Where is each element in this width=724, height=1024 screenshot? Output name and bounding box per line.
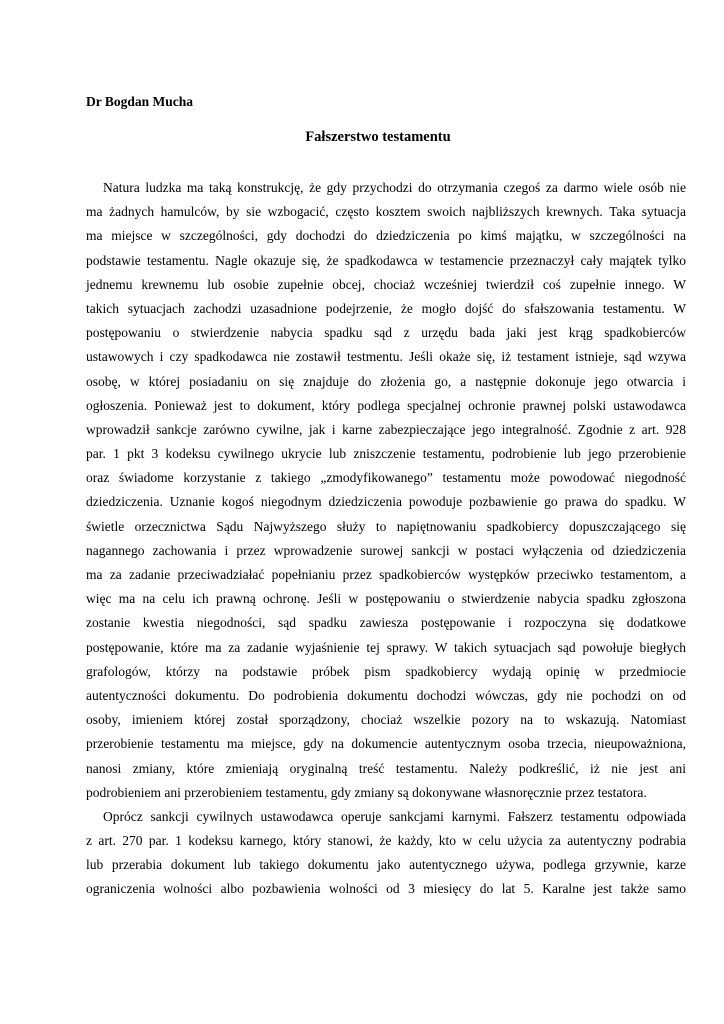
text-line: dziedziczenia. Uznanie kogoś niegodnym dziedziczenia powoduje pozbawienie go prawa do spadku. W [86,494,686,510]
text-line: lub przerabia dokument lub takiego dokumentu jako autentycznego używa, podlega grzywnie, karze [86,857,686,873]
text-line: wprowadził sankcje zarówno cywilne, jak i karne zabezpieczające jego integralność. Zgodnie z art. 928 [86,421,686,437]
text-line: nagannego zachowania i przez wprowadzenie surowej sankcji w postaci wyłączenia od dziedziczenia [86,542,686,558]
text-line: Natura ludzka ma taką konstrukcję, że gdy przychodzi do otrzymania czegoś za darmo wiele osób nie [103,180,686,195]
document-body [86,176,686,902]
text-line: więc ma na celu ich prawną ochronę. Jeśli w postępowaniu o stwierdzenie nabycia spadku zgłoszona [86,591,686,607]
text-line: osobę, w której posiadaniu on się znajduje do złożenia go, a następnie dokonuje jego otwarcia i [86,373,686,389]
document-title: Fałszerstwo testamentu [305,129,451,145]
text-line: ma miejsce w szczególności, gdy dochodzi do dziedziczenia po kimś majątku, w szczególności na [86,228,686,244]
text-line: par. 1 pkt 3 kodeksu cywilnego ukrycie lub zniszczenie testamentu, podrobienie lub jego przerobienie [86,446,686,462]
text-line: przerobienie testamentu ma miejsce, gdy na dokumencie autentycznym osoba trzecia, nieupoważniona, [86,736,686,752]
text-line: ogłoszenia. Ponieważ jest to dokument, który podlega specjalnej ochronie prawnej polski ustawodawca [86,397,686,413]
text-line: oraz świadome korzystanie z takiego „zmodyfikowanego” testamentu może powodować niegodność [86,470,686,486]
author-name: Dr Bogdan Mucha [86,94,194,109]
text-line: podrobieniem ani przerobieniem testamentu, gdy zmiany są dokonywane własnoręcznie przez testatora. [86,784,647,800]
text-line: ma za zadanie przeciwadziałać popełnianiu przez spadkobierców występków przeciwko testamentom, a [86,567,686,582]
text-line: ustawowych i czy spadkodawca nie zostawił testmentu. Jeśli okaże się, iż testament istnieje, sąd wzywa [86,349,686,365]
text-line: osoby, imieniem której został sporządzony, chociaż wszelkie pozory na to wskazują. Natomiast [86,712,686,728]
text-line: autentyczności dokumentu. Do podrobienia dokumentu dochodzi wówczas, gdy nie pochodzi on od [86,687,686,703]
text-line: takich sytuacjach zachodzi uzasadnione podejrzenie, że mogło dojść do sfałszowania testamentu. W [86,300,686,316]
text-line: Oprócz sankcji cywilnych ustawodawca operuje sankcjami karnymi. Fałszerz testamentu odpowiada [103,808,686,824]
text-line: nanosi zmiany, które zmieniają oryginalną treść testamentu. Należy podkreślić, iż nie jest ani [86,760,686,776]
text-line: jednemu krewnemu lub osobie zupełnie obcej, chociaż wcześniej twierdził coś zupełnie innego. W [86,276,686,292]
paragraph [86,176,686,805]
text-line: postępowaniu o stwierdzenie nabycia spadku sąd z urzędu bada jaki jest krąg spadkobierców [86,325,686,341]
paragraph [86,805,686,902]
text-line: ma żadnych hamulców, by sie wzbogacić, często kosztem swoich najbliższych krewnych. Taka sytuacja [86,204,686,220]
text-line: świetle orzecznictwa Sądu Najwyższego służy to napiętnowaniu spadkobiercy dopuszczającego się [86,518,686,534]
text-line: ograniczenia wolności albo pozbawienia wolności od 3 miesięcy do lat 5. Karalne jest także samo [86,881,686,897]
text-line: postępowanie, które ma za zadanie wyjaśnienie tej sprawy. W takich sytuacjach sąd powołuje biegłych [86,639,686,655]
text-line: zostanie kwestia niegodności, sąd spadku zawiesza postępowanie i rozpoczyna się dodatkowe [86,615,686,631]
text-line: podstawie testamentu. Nagle okazuje się, że spadkodawca w testamencie przeznaczył cały majątek tylko [86,252,686,268]
text-line: grafologów, którzy na podstawie próbek pism spadkobiercy wydają opinię w przedmiocie [86,663,686,679]
text-line: z art. 270 par. 1 kodeksu karnego, który stanowi, że każdy, kto w celu użycia za autentyczny podrabia [86,833,686,849]
